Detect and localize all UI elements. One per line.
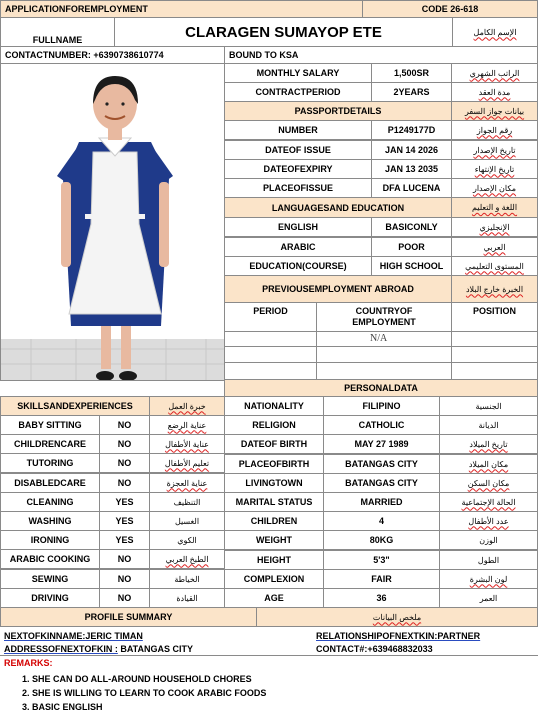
language-ar: الإنجليزي xyxy=(451,217,538,237)
skill-value: NO xyxy=(99,434,150,454)
skills-heading-ar: خبرة العمل xyxy=(149,396,225,416)
skill-label: CHILDRENCARE xyxy=(0,434,100,454)
language-heading: LANGUAGESAND EDUCATION xyxy=(224,197,452,218)
passport-ar: تاريخ الإنتهاء xyxy=(451,159,538,179)
skill-label: IRONING xyxy=(0,530,100,550)
personal-label: WEIGHT xyxy=(224,530,324,550)
skill-label: BABY SITTING xyxy=(0,415,100,435)
skill-label: DISABLEDCARE xyxy=(0,473,100,493)
fullname-label: FULLNAME xyxy=(0,17,115,47)
personal-label: AGE xyxy=(224,588,324,608)
passport-value: JAN 14 2026 xyxy=(371,140,452,160)
kin-address xyxy=(4,644,193,654)
personal-label: COMPLEXION xyxy=(224,569,324,589)
passport-label: NUMBER xyxy=(224,120,372,140)
passport-ar: رقم الجواز xyxy=(451,120,538,140)
language-ar: العربي xyxy=(451,237,538,257)
skill-ar: عناية العجزة xyxy=(149,473,225,493)
personal-value: CATHOLIC xyxy=(323,415,440,435)
personal-label: HEIGHT xyxy=(224,550,324,570)
personal-heading: PERSONALDATA xyxy=(224,379,538,397)
emp-row-3a xyxy=(224,362,317,380)
skill-ar: الخياطة xyxy=(149,569,225,589)
emp-row-1a xyxy=(224,331,317,347)
skill-label: TUTORING xyxy=(0,453,100,473)
skills-heading: SKILLSANDEXPERIENCES xyxy=(0,396,150,416)
personal-ar: الحالة الإجتماعية xyxy=(439,492,538,512)
skill-ar: الكوي xyxy=(149,530,225,550)
personal-value: 5'3" xyxy=(323,550,440,570)
personal-ar: مكان السكن xyxy=(439,473,538,493)
passport-value: P1249177D xyxy=(371,120,452,140)
remarks-list xyxy=(22,672,266,714)
skill-label: SEWING xyxy=(0,569,100,589)
applicant-figure xyxy=(1,64,225,381)
emp-row-3c xyxy=(451,362,538,380)
remark-item: 1. SHE CAN DO ALL-AROUND HOUSEHOLD CHORES xyxy=(22,674,252,684)
language-ar: المستوى التعليمي xyxy=(451,256,538,276)
personal-value: MAY 27 1989 xyxy=(323,434,440,454)
emp-row-1c xyxy=(451,331,538,347)
skill-ar: عناية الأطفال xyxy=(149,434,225,454)
profile-heading-ar: ملخص البيانات xyxy=(256,607,538,627)
skill-ar: عناية الرضع xyxy=(149,415,225,435)
personal-label: PLACEOFBIRTH xyxy=(224,454,324,474)
na-value: N/A xyxy=(370,333,388,344)
kin-name: NEXTOFKINNAME:JERIC TIMAN xyxy=(4,631,143,641)
kin-address-label: ADDRESSOFNEXTOFKIN : xyxy=(4,644,118,654)
language-label: EDUCATION(COURSE) xyxy=(224,256,372,276)
emp-row-2b xyxy=(316,346,452,363)
personal-value: 36 xyxy=(323,588,440,608)
personal-ar: تاريخ الميلاد xyxy=(439,434,538,454)
emp-row-2a xyxy=(224,346,317,363)
personal-ar: مكان الميلاد xyxy=(439,454,538,474)
fullname-ar: الإسم الكامل xyxy=(452,17,538,47)
personal-ar: عدد الأطفال xyxy=(439,511,538,531)
bound-to: BOUND TO KSA xyxy=(224,46,538,64)
kin-contact: CONTACT#:+639468832033 xyxy=(316,644,433,654)
passport-ar: مكان الإصدار xyxy=(451,178,538,198)
language-value: POOR xyxy=(371,237,452,257)
skill-value: NO xyxy=(99,453,150,473)
job-ar: الراتب الشهري xyxy=(451,63,538,83)
skill-value: YES xyxy=(99,511,150,531)
kin-relationship: RELATIONSHIPOFNEXTKIN:PARTNER xyxy=(316,631,481,641)
personal-value: 80KG xyxy=(323,530,440,550)
skill-value: NO xyxy=(99,588,150,608)
remark-item: 2. SHE IS WILLING TO LEARN TO COOK ARABIC FOODS xyxy=(22,688,267,698)
col-country: COUNTRYOF EMPLOYMENT xyxy=(316,302,452,332)
skill-value: NO xyxy=(99,569,150,589)
skill-ar: التنظيف xyxy=(149,492,225,512)
skill-ar: الغسيل xyxy=(149,511,225,531)
skill-label: ARABIC COOKING xyxy=(0,549,100,569)
remarks-label: REMARKS: xyxy=(4,658,53,668)
personal-ar: الديانة xyxy=(439,415,538,435)
personal-ar: العمر xyxy=(439,588,538,608)
col-position: POSITION xyxy=(451,302,538,332)
personal-value: BATANGAS CITY xyxy=(323,454,440,474)
skill-label: CLEANING xyxy=(0,492,100,512)
fullname-value: CLARAGEN SUMAYOP ETE xyxy=(114,17,453,47)
code-label: CODE 26-618 xyxy=(362,0,538,18)
profile-heading: PROFILE SUMMARY xyxy=(0,607,257,627)
passport-ar: تاريخ الإصدار xyxy=(451,140,538,160)
personal-label: MARITAL STATUS xyxy=(224,492,324,512)
personal-label: RELIGION xyxy=(224,415,324,435)
personal-value: 4 xyxy=(323,511,440,531)
personal-value: FAIR xyxy=(323,569,440,589)
skill-label: DRIVING xyxy=(0,588,100,608)
job-ar: مدة العقد xyxy=(451,82,538,102)
skill-ar: تعليم الأطفال xyxy=(149,453,225,473)
emp-row-2c xyxy=(451,346,538,363)
skill-value: YES xyxy=(99,530,150,550)
application-title: APPLICATIONFOREMPLOYMENT xyxy=(0,0,363,18)
language-label: ENGLISH xyxy=(224,217,372,237)
personal-label: DATEOF BIRTH xyxy=(224,434,324,454)
passport-heading: PASSPORTDETAILS xyxy=(224,101,452,121)
personal-ar: الوزن xyxy=(439,530,538,550)
language-value: BASICONLY xyxy=(371,217,452,237)
personal-label: LIVINGTOWN xyxy=(224,473,324,493)
personal-ar: الجنسية xyxy=(439,396,538,416)
language-value: HIGH SCHOOL xyxy=(371,256,452,276)
job-label: MONTHLY SALARY xyxy=(224,63,372,83)
emp-row-1b xyxy=(316,331,452,347)
skill-value: NO xyxy=(99,549,150,569)
passport-label: DATEOF ISSUE xyxy=(224,140,372,160)
passport-heading-ar: بيانات جواز السفر xyxy=(451,101,538,121)
applicant-photo xyxy=(0,63,225,381)
job-label: CONTRACTPERIOD xyxy=(224,82,372,102)
skill-value: NO xyxy=(99,473,150,493)
personal-ar: الطول xyxy=(439,550,538,570)
language-label: ARABIC xyxy=(224,237,372,257)
job-value: 1,500SR xyxy=(371,63,452,83)
personal-value: MARRIED xyxy=(323,492,440,512)
remark-item: 3. BASIC ENGLISH xyxy=(22,702,103,712)
contact-number: CONTACTNUMBER: +6390738610774 xyxy=(0,46,225,64)
skill-ar: القيادة xyxy=(149,588,225,608)
personal-value: BATANGAS CITY xyxy=(323,473,440,493)
kin-divider xyxy=(0,655,538,656)
col-period: PERIOD xyxy=(224,302,317,332)
skill-value: YES xyxy=(99,492,150,512)
skill-value: NO xyxy=(99,415,150,435)
language-heading-ar: اللغة و التعليم xyxy=(451,197,538,218)
passport-label: PLACEOFISSUE xyxy=(224,178,372,198)
job-value: 2YEARS xyxy=(371,82,452,102)
skill-label: WASHING xyxy=(0,511,100,531)
personal-ar: لون البشرة xyxy=(439,569,538,589)
passport-label: DATEOFEXPIRY xyxy=(224,159,372,179)
personal-label: CHILDREN xyxy=(224,511,324,531)
kin-address-value: BATANGAS CITY xyxy=(117,644,194,654)
passport-value: JAN 13 2035 xyxy=(371,159,452,179)
skill-ar: الطبخ العربي xyxy=(149,549,225,569)
employment-heading: PREVIOUSEMPLOYMENT ABROAD xyxy=(224,275,452,303)
passport-value: DFA LUCENA xyxy=(371,178,452,198)
personal-label: NATIONALITY xyxy=(224,396,324,416)
personal-value: FILIPINO xyxy=(323,396,440,416)
employment-heading-ar: الخبرة خارج البلاد xyxy=(451,275,538,303)
emp-row-3b xyxy=(316,362,452,380)
